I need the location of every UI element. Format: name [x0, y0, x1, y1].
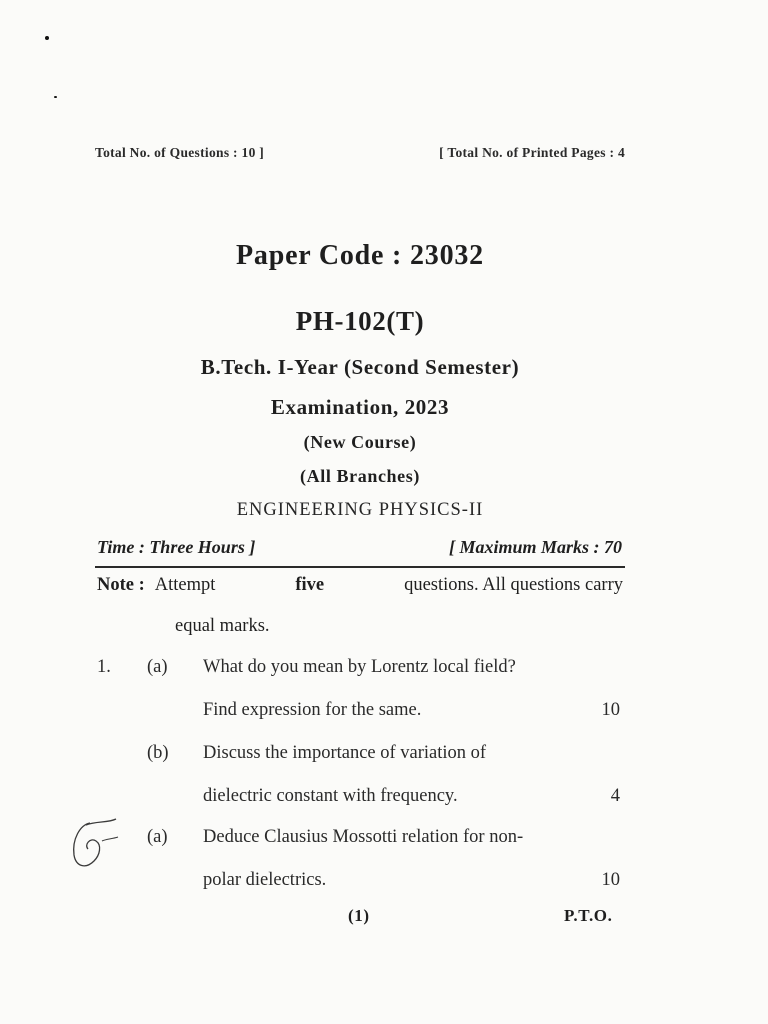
question-marks: 10: [601, 870, 620, 890]
paper-code: Paper Code : 23032: [236, 240, 484, 271]
part-label: (b): [147, 743, 169, 763]
course-code: PH-102(T): [295, 306, 425, 336]
note-emphasis: five: [295, 575, 325, 595]
note-text-before: Attempt: [154, 575, 216, 595]
question-text-line: Deduce Clausius Mossotti relation for non-: [203, 827, 524, 847]
page-number: (1): [348, 906, 370, 925]
question-number: 1.: [97, 657, 111, 677]
note-label: Note :: [97, 575, 145, 595]
part-label: (a): [147, 827, 168, 847]
part-label: (a): [147, 657, 168, 677]
scan-speck: [54, 96, 57, 98]
note-line-2: equal marks.: [175, 615, 270, 636]
program-title: B.Tech. I-Year (Second Semester): [200, 355, 520, 379]
branches-label: (All Branches): [300, 466, 420, 486]
note-text-after: questions. All questions carry: [404, 575, 623, 595]
pto-label: P.T.O.: [564, 906, 613, 925]
paper-header: [95, 145, 625, 161]
note-line-1: [155, 576, 623, 595]
question-text-line: What do you mean by Lorentz local field?: [203, 657, 516, 677]
exam-title: Examination, 2023: [270, 395, 450, 419]
instructions-note: [97, 576, 625, 635]
time-allowed: Time : Three Hours ]: [97, 537, 256, 557]
question-text-line: polar dielectrics.: [203, 870, 327, 890]
new-course-label: (New Course): [303, 432, 417, 452]
question-text-line: Find expression for the same.: [203, 700, 422, 720]
header-divider: [95, 566, 625, 568]
total-questions: Total No. of Questions : 10 ]: [95, 145, 265, 160]
subject-title: ENGINEERING PHYSICS-II: [236, 500, 484, 520]
handwritten-annotation-icon: [64, 815, 124, 875]
question-text-line: Discuss the importance of variation of: [203, 743, 487, 763]
maximum-marks: [ Maximum Marks : 70: [448, 537, 622, 557]
scan-speck: [45, 36, 49, 40]
question-marks: 10: [601, 700, 620, 720]
question-marks: 4: [610, 786, 620, 806]
question-text-line: dielectric constant with frequency.: [203, 786, 458, 806]
total-pages: [ Total No. of Printed Pages : 4: [439, 145, 625, 160]
time-marks-row: [97, 537, 622, 558]
